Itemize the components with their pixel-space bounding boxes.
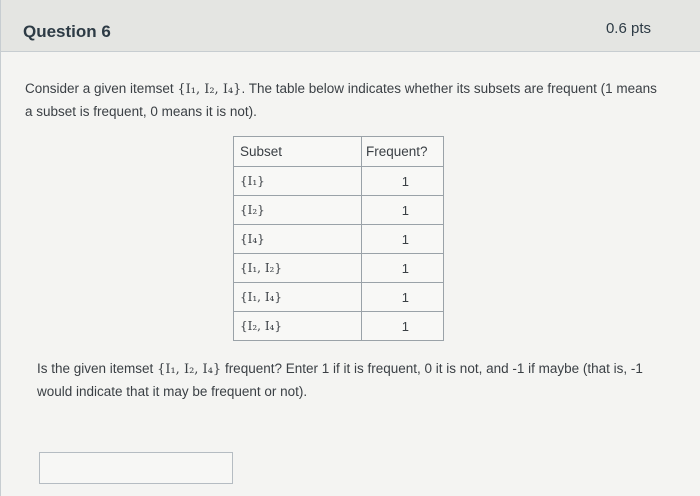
subset-cell: {I₁, I₂}	[234, 254, 362, 283]
table-row	[234, 312, 444, 341]
prompt-before: Is the given itemset	[37, 361, 158, 376]
prompt-text	[37, 358, 657, 403]
intro-itemset: {I₁, I₂, I₄}	[177, 82, 242, 97]
question-points: 0.6 pts	[605, 20, 651, 37]
frequent-cell: 1	[362, 283, 444, 312]
question-header	[1, 0, 700, 52]
header-subset: Subset	[234, 137, 362, 167]
question-title: Question 6	[23, 22, 111, 41]
table-row	[234, 196, 444, 225]
frequent-cell: 1	[362, 312, 444, 341]
header-frequent: Frequent?	[362, 137, 444, 167]
table-row	[234, 254, 444, 283]
frequent-cell: 1	[362, 196, 444, 225]
intro-after: . The table below indicates whether its subsets are frequent (1 means a subset is frequent, 0 means it is not).	[25, 81, 657, 119]
subset-table	[233, 136, 444, 341]
table-row	[234, 225, 444, 254]
table-row	[234, 283, 444, 312]
subset-cell: {I₄}	[234, 225, 362, 254]
table-row	[234, 167, 444, 196]
intro-text	[25, 78, 665, 123]
frequent-cell: 1	[362, 225, 444, 254]
subset-cell: {I₁, I₄}	[234, 283, 362, 312]
frequent-cell: 1	[362, 167, 444, 196]
subset-cell: {I₁}	[234, 167, 362, 196]
table-header-row	[234, 137, 444, 167]
intro-before: Consider a given itemset	[25, 81, 178, 96]
frequent-cell: 1	[362, 254, 444, 283]
subset-cell: {I₂, I₄}	[234, 312, 362, 341]
prompt-after: frequent? Enter 1 if it is frequent, 0 it is not, and -1 if maybe (that is, -1 would indicate that it may be frequent or not).	[37, 361, 643, 399]
answer-input[interactable]	[39, 452, 233, 484]
subset-cell: {I₂}	[234, 196, 362, 225]
prompt-itemset: {I₁, I₂, I₄}	[157, 362, 222, 377]
